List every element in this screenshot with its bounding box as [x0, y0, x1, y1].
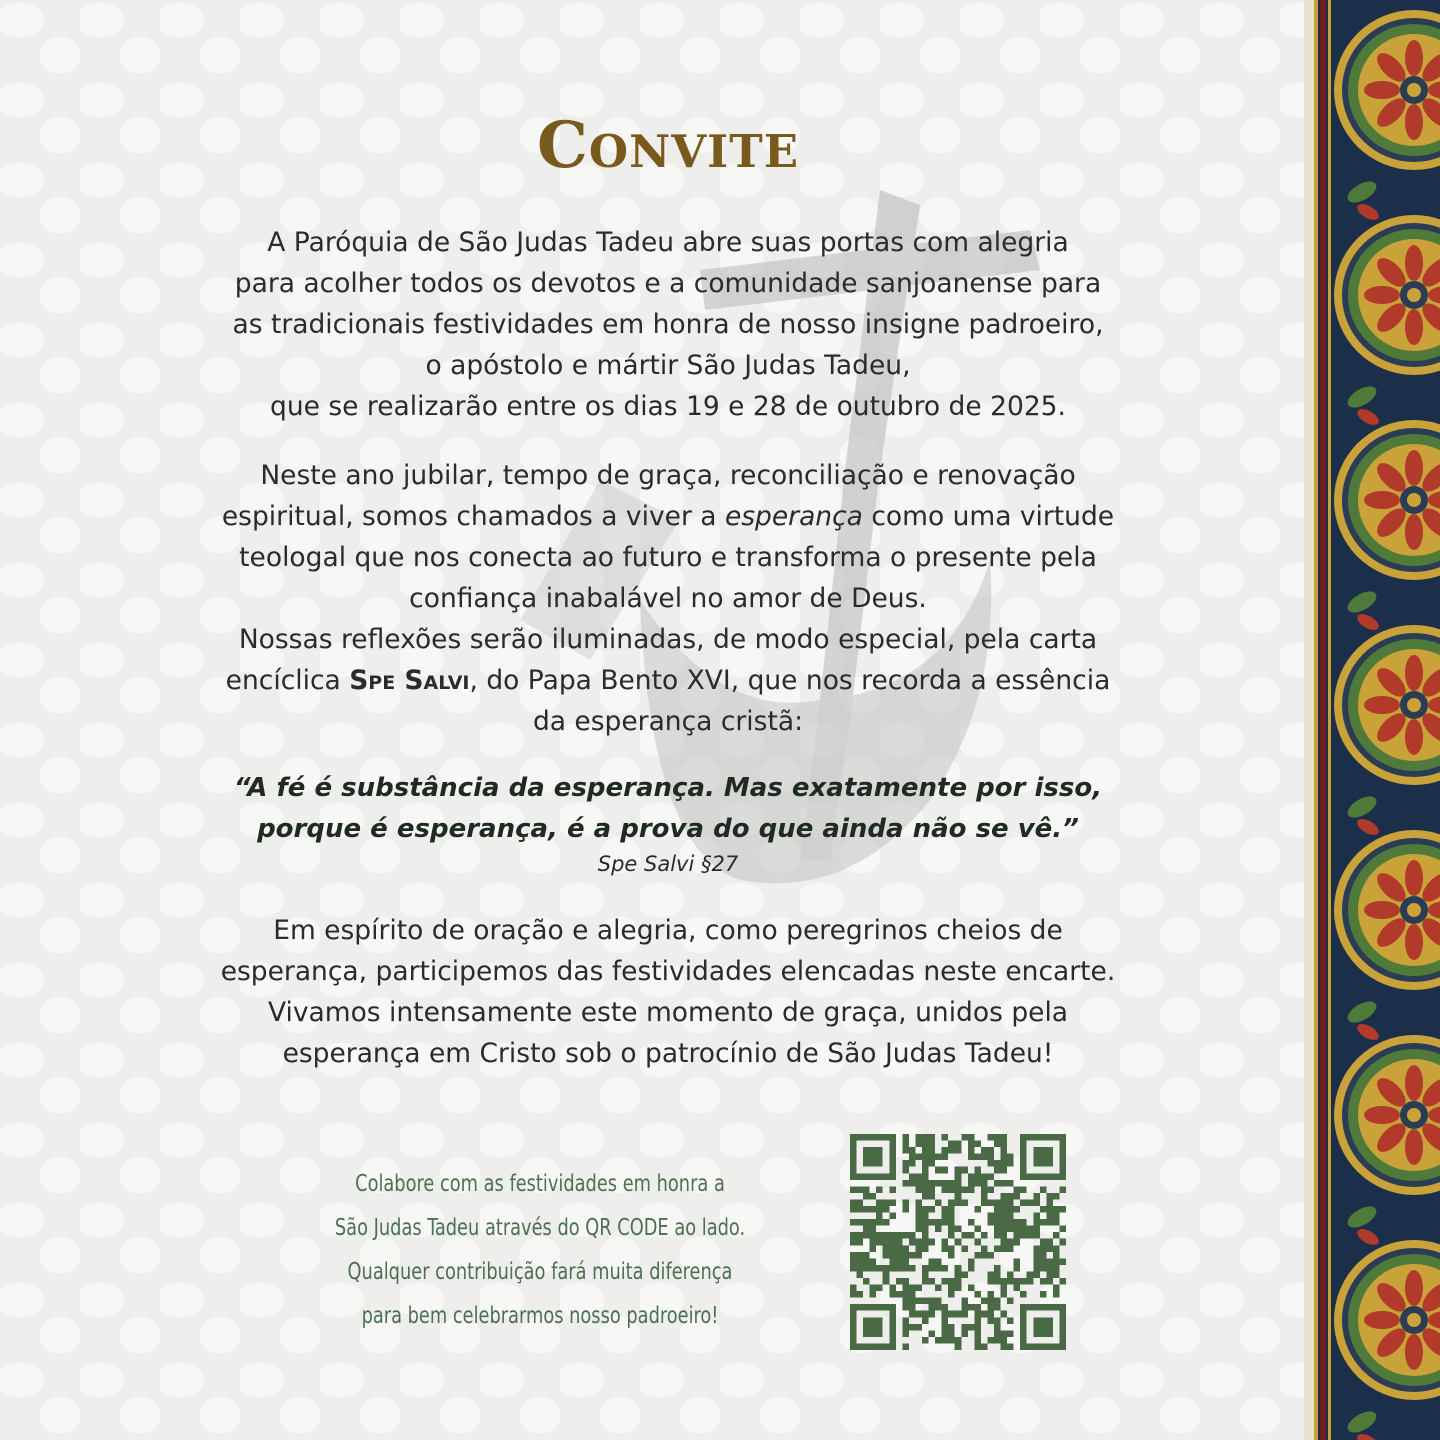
donation-line: Qualquer contribuição fará muita diferença — [347, 1259, 733, 1285]
quote-line: “A fé é substância da esperança. Mas exatamente por isso, — [233, 773, 1103, 803]
donation-line: São Judas Tadeu através do QR CODE ao lado. — [334, 1215, 746, 1241]
jubilee-line: encíclica Spe Salvi, do Papa Bento XVI, que nos recorda a essência — [225, 665, 1111, 696]
ornament-icon — [1304, 0, 1440, 1440]
donation-note — [282, 1162, 798, 1338]
intro-paragraph — [140, 222, 1196, 427]
encyclical-quote — [140, 768, 1196, 850]
closing-line: esperança, participemos das festividades elencadas neste encarte. — [220, 956, 1116, 987]
jubilee-line: Nossas reflexões serão iluminadas, de modo especial, pela carta — [238, 624, 1098, 655]
donation-line: Colabore com as festividades em honra a — [355, 1171, 725, 1197]
intro-line: o apóstolo e mártir São Judas Tadeu, — [425, 350, 911, 381]
closing-paragraph — [140, 910, 1196, 1074]
page-title: Convite — [536, 108, 800, 183]
intro-line: A Paróquia de São Judas Tadeu abre suas portas com alegria — [267, 227, 1069, 258]
intro-line: que se realizarão entre os dias 19 e 28 de outubro de 2025. — [270, 391, 1066, 422]
intro-line: as tradicionais festividades em honra de nosso insigne padroeiro, — [232, 309, 1104, 340]
jubilee-line: confiança inabalável no amor de Deus. — [409, 583, 927, 614]
jubilee-line: da esperança cristã: — [532, 706, 804, 737]
ornamental-border — [1304, 0, 1440, 1440]
jubilee-line: Neste ano jubilar, tempo de graça, reconciliação e renovação — [260, 460, 1076, 491]
jubilee-paragraph — [140, 455, 1196, 742]
jubilee-line: espiritual, somos chamados a viver a esperança como uma virtude — [221, 501, 1115, 532]
closing-line: esperança em Cristo sob o patrocínio de São Judas Tadeu! — [282, 1038, 1054, 1069]
qr-code-icon[interactable] — [850, 1134, 1066, 1350]
esperanca-emphasis: esperança — [724, 501, 863, 532]
intro-line: para acolher todos os devotos e a comunidade sanjoanense para — [234, 268, 1102, 299]
closing-line: Vivamos intensamente este momento de graça, unidos pela — [267, 997, 1069, 1028]
closing-line: Em espírito de oração e alegria, como peregrinos cheios de — [273, 915, 1063, 946]
jubilee-line: teologal que nos conecta ao futuro e transforma o presente pela — [239, 542, 1097, 573]
quote-line: porque é esperança, é a prova do que ainda não se vê.” — [257, 814, 1079, 844]
spe-salvi-title: Spe Salvi — [349, 665, 470, 696]
quote-source: Spe Salvi §27 — [597, 852, 739, 876]
donation-line: para bem celebrarmos nosso padroeiro! — [361, 1303, 719, 1329]
